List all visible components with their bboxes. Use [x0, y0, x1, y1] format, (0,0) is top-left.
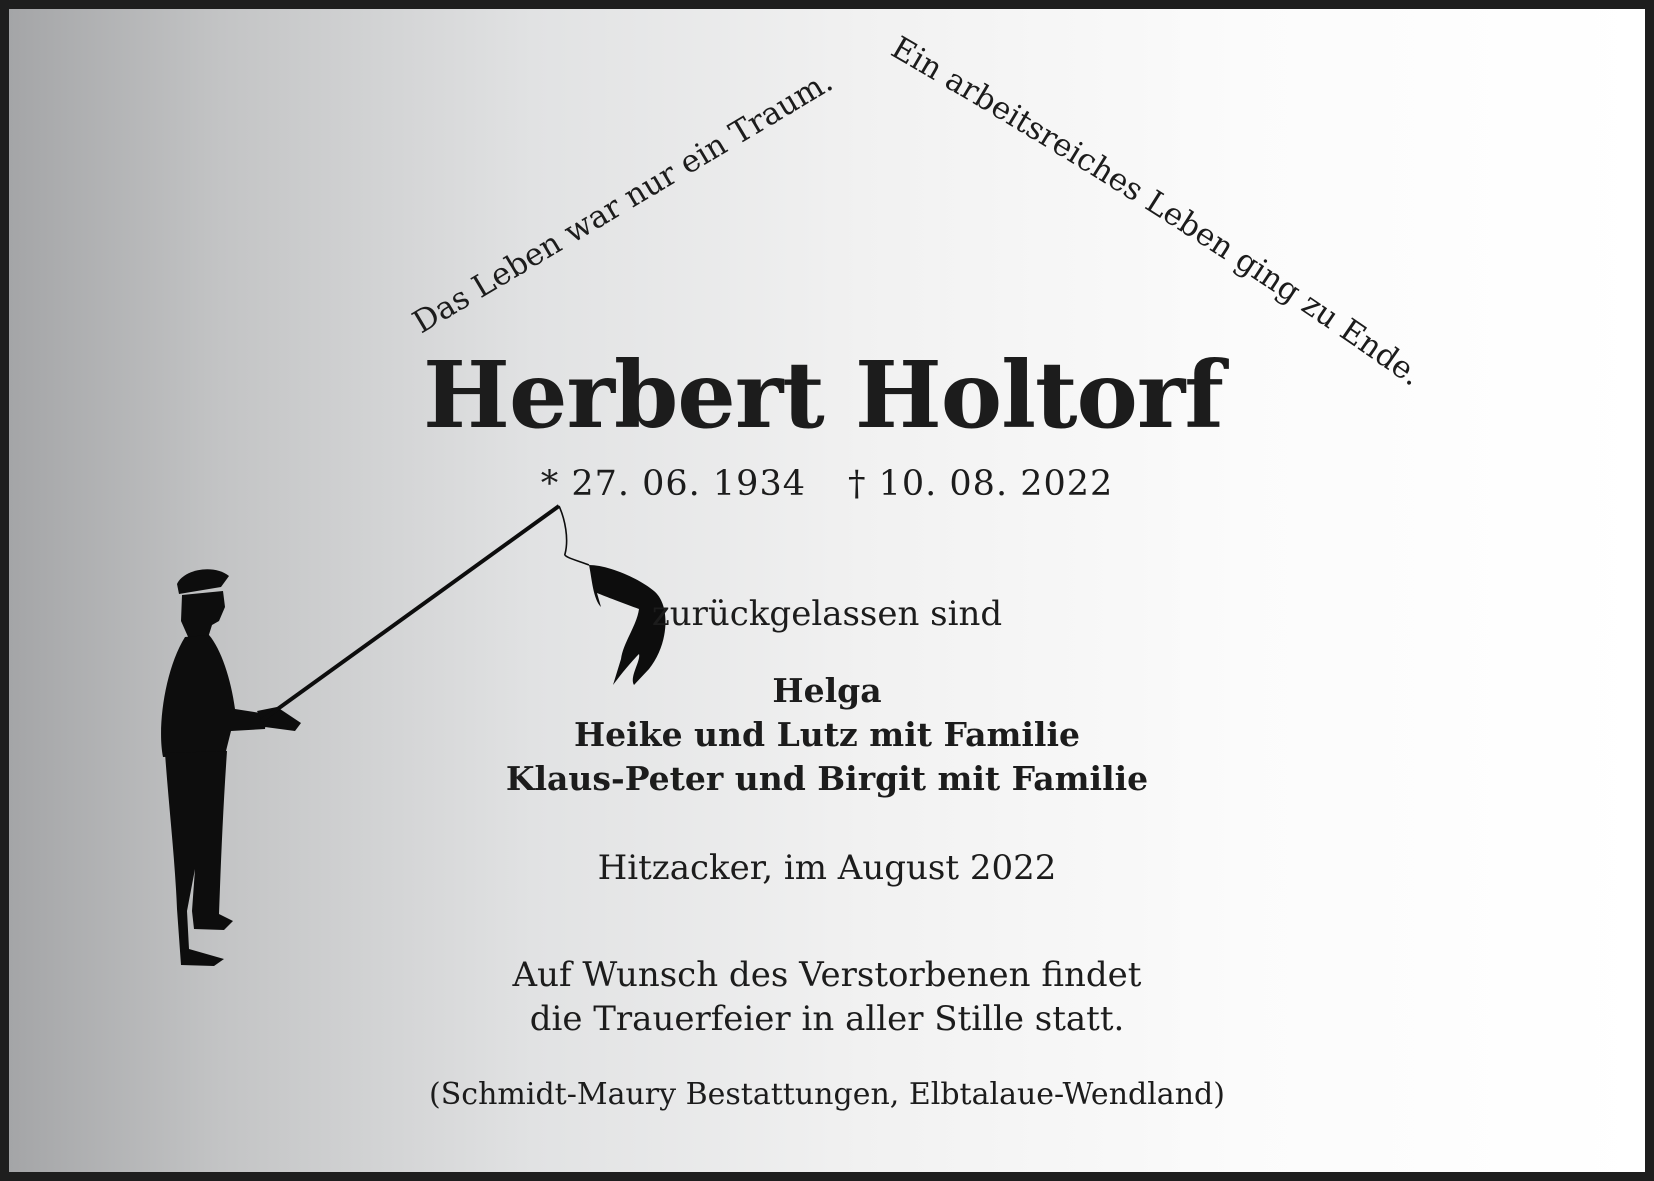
place-date: Hitzacker, im August 2022 — [597, 848, 1057, 888]
survivor-line: Heike und Lutz mit Familie — [574, 715, 1080, 754]
quote-right-text: Ein arbeitsreiches Leben ging zu Ende. — [885, 29, 1429, 394]
life-dates — [9, 464, 1645, 504]
wish-line: die Trauerfeier in aller Stille statt. — [529, 999, 1125, 1039]
deceased-name: Herbert Holtorf — [423, 341, 1223, 449]
quote-left-text: Das Leben war nur ein Traum. — [406, 63, 839, 341]
death-date: † 10. 08. 2022 — [848, 464, 1114, 504]
survivor-line: Helga — [772, 671, 882, 710]
survivors-intro: zurückgelassen sind — [651, 594, 1003, 634]
birth-date: * 27. 06. 1934 — [540, 464, 806, 504]
funeral-wish — [9, 953, 1645, 1041]
survivor-line: Klaus-Peter und Birgit mit Familie — [505, 759, 1149, 798]
funeral-home: (Schmidt-Maury Bestattungen, Elbtalaue-Wendland) — [429, 1077, 1225, 1112]
wish-line: Auf Wunsch des Verstorbenen findet — [512, 955, 1142, 995]
quote-right — [885, 30, 1428, 394]
survivors-list — [9, 669, 1645, 801]
